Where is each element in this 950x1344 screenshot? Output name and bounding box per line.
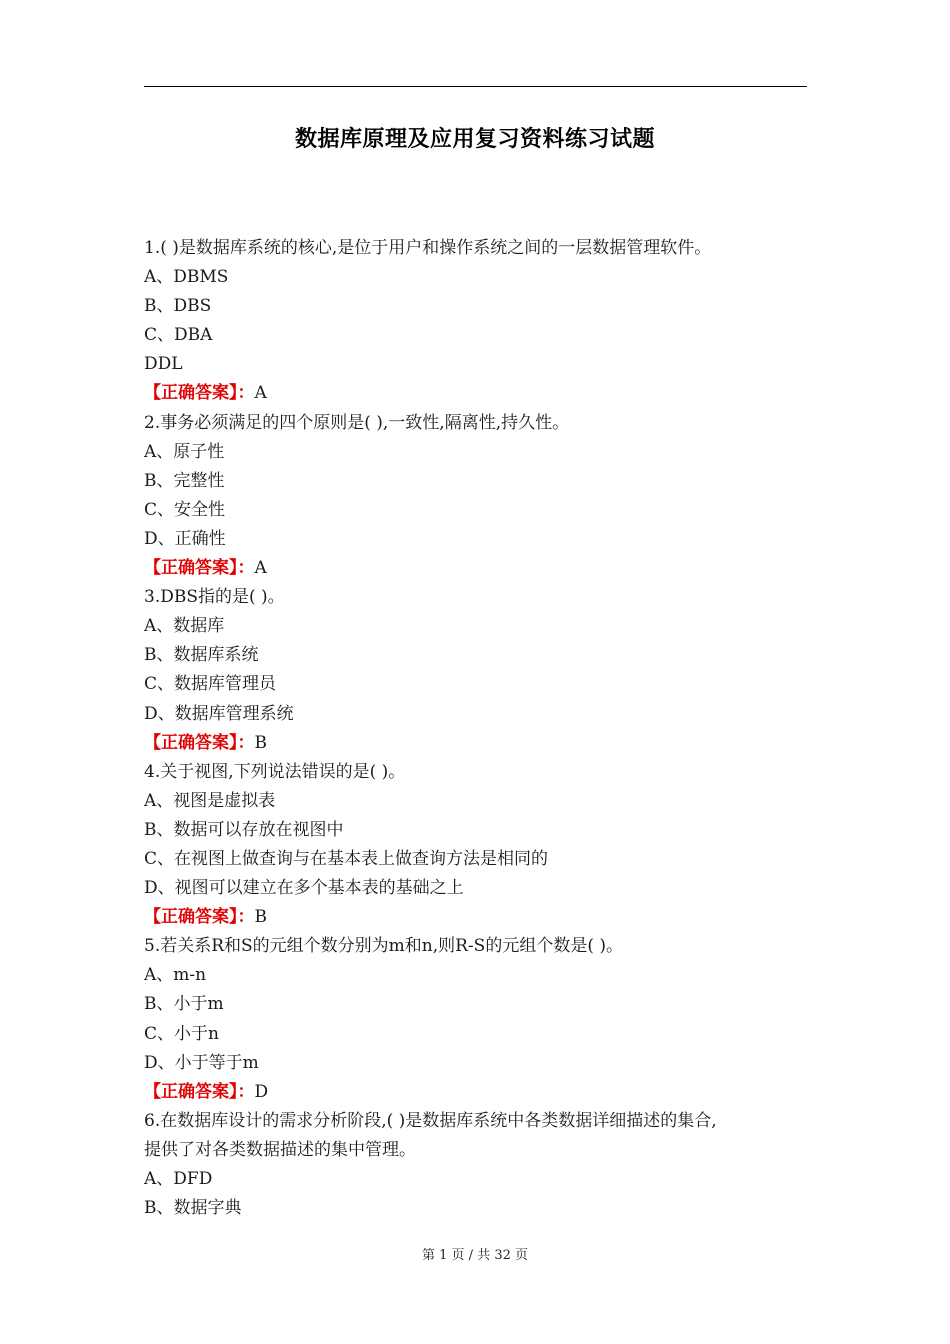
question-stem-line-2: 提供了对各类数据描述的集中管理。 bbox=[144, 1139, 416, 1160]
option: B、数据字典 bbox=[144, 1198, 242, 1219]
option: A、数据库 bbox=[144, 616, 225, 637]
option: C、数据库管理员 bbox=[144, 674, 277, 695]
question-stem: 2.事务必须满足的四个原则是( ),一致性,隔离性,持久性。 bbox=[144, 412, 570, 433]
option: A、原子性 bbox=[144, 441, 225, 462]
option: B、数据库系统 bbox=[144, 645, 259, 666]
question-stem: 3.DBS指的是( )。 bbox=[144, 587, 285, 608]
answer-line bbox=[144, 1078, 809, 1107]
option: B、小于m bbox=[144, 994, 224, 1015]
answer-label: 【正确答案】： bbox=[144, 907, 255, 928]
answer-line bbox=[144, 379, 809, 408]
answer-label: 【正确答案】： bbox=[144, 383, 255, 404]
option: B、数据可以存放在视图中 bbox=[144, 819, 344, 840]
answer-label: 【正确答案】： bbox=[144, 732, 255, 753]
answer-label: 【正确答案】： bbox=[144, 558, 255, 579]
option: D、正确性 bbox=[144, 528, 226, 549]
option: D、小于等于m bbox=[144, 1052, 259, 1073]
question-3 bbox=[144, 583, 809, 758]
header-rule bbox=[144, 86, 807, 87]
question-stem-line-1: 6.在数据库设计的需求分析阶段,( )是数据库系统中各类数据详细描述的集合, bbox=[144, 1110, 717, 1131]
question-5 bbox=[144, 932, 809, 1107]
question-stem: 1.( )是数据库系统的核心,是位于用户和操作系统之间的一层数据管理软件。 bbox=[144, 238, 712, 258]
question-list bbox=[144, 234, 809, 1223]
answer-line bbox=[144, 903, 809, 932]
question-6 bbox=[144, 1107, 809, 1223]
option: DDL bbox=[144, 354, 183, 375]
question-2 bbox=[144, 409, 809, 584]
option: D、数据库管理系统 bbox=[144, 703, 294, 724]
question-stem: 5.若关系R和S的元组个数分别为m和n,则R-S的元组个数是( )。 bbox=[144, 936, 623, 957]
answer-line bbox=[144, 554, 809, 583]
option: A、视图是虚拟表 bbox=[144, 790, 276, 811]
question-stem: 4.关于视图,下列说法错误的是( )。 bbox=[144, 761, 406, 782]
answer-line bbox=[144, 729, 809, 758]
answer-value: B bbox=[254, 907, 267, 928]
answer-value: D bbox=[254, 1081, 269, 1102]
option: C、安全性 bbox=[144, 499, 226, 520]
question-1 bbox=[144, 234, 809, 409]
option: A、m-n bbox=[144, 965, 207, 986]
option: C、DBA bbox=[144, 325, 213, 346]
option: A、DFD bbox=[144, 1169, 213, 1189]
option: C、小于n bbox=[144, 1023, 219, 1044]
answer-label: 【正确答案】： bbox=[144, 1081, 255, 1102]
option: C、在视图上做查询与在基本表上做查询方法是相同的 bbox=[144, 848, 549, 869]
option: B、完整性 bbox=[144, 470, 225, 491]
option: A、DBMS bbox=[144, 267, 229, 288]
option: B、DBS bbox=[144, 296, 212, 317]
document-title: 数据库原理及应用复习资料练习试题 bbox=[294, 127, 655, 152]
question-4 bbox=[144, 758, 809, 933]
answer-value: A bbox=[254, 558, 267, 579]
option: D、视图可以建立在多个基本表的基础之上 bbox=[144, 878, 464, 899]
page-footer: 第 1 页 / 共 32 页 bbox=[422, 1248, 528, 1263]
answer-value: A bbox=[254, 383, 267, 404]
answer-value: B bbox=[254, 732, 267, 753]
